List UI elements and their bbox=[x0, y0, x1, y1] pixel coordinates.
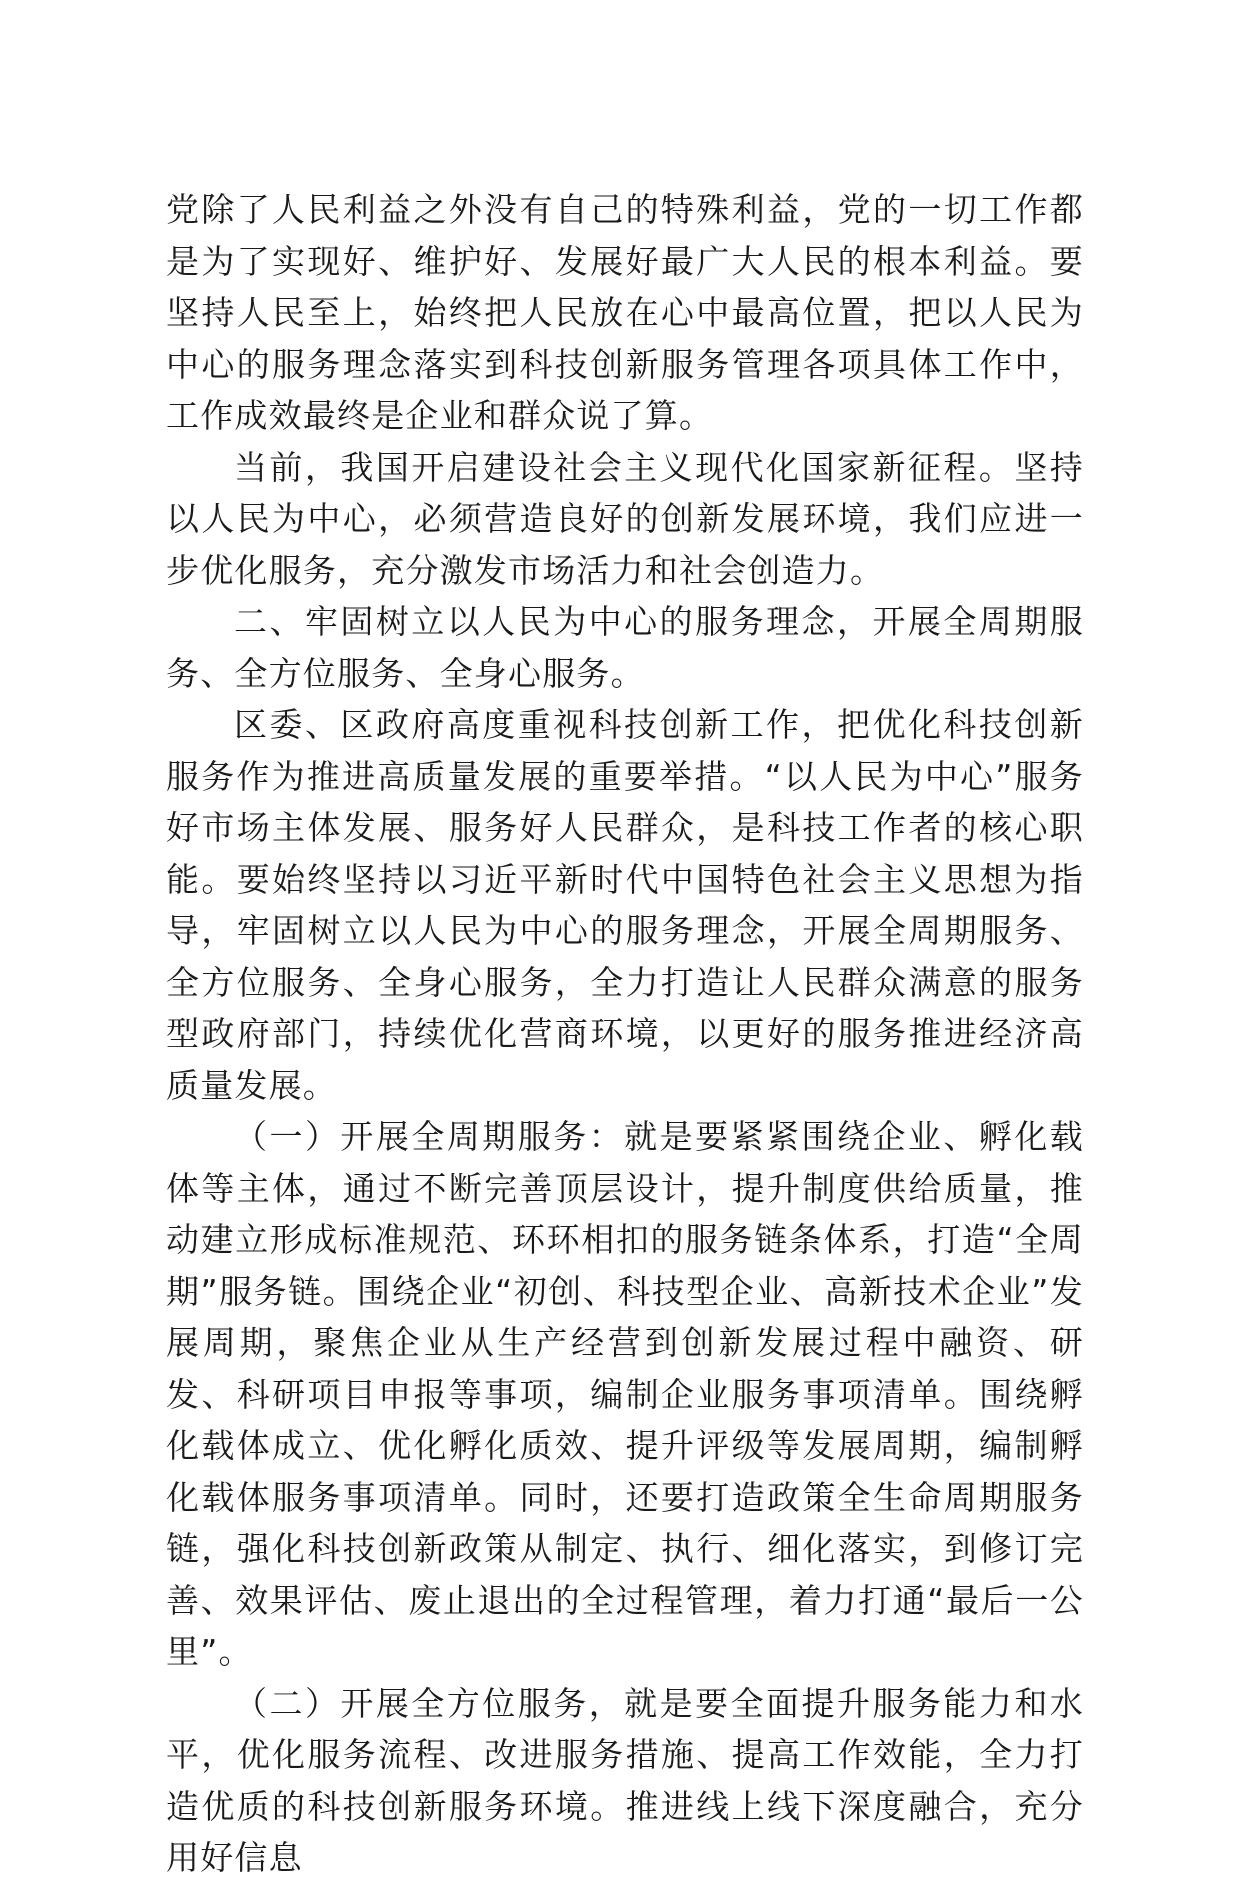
paragraph-full-cycle-service: （一）开展全周期服务：就是要紧紧围绕企业、孵化载体等主体，通过不断完善顶层设计，提升制度供给质量，推动建立形成标准规范、环环相扣的服务链条体系，打造“全周期”服务链。围绕企业“初创、科技型企业、高新技术企业”发展周期，聚焦企业从生产经营到创新发展过程中融资、研发、科研项目申报等事项，编制企业服务事项清单。围绕孵化载体成立、优化孵化质效、提升评级等发展周期，编制孵化载体服务事项清单。同时，还要打造政策全生命周期服务链，强化科技创新政策从制定、执行、细化落实，到修订完善、效果评估、废止退出的全过程管理，着力打通“最后一公里”。 bbox=[166, 1117, 1084, 1671]
document-body bbox=[166, 184, 1084, 1884]
paragraph-new-journey: 当前，我国开启建设社会主义现代化国家新征程。坚持以人民为中心，必须营造良好的创新发展环境，我们应进一步优化服务，充分激发市场活力和社会创造力。 bbox=[166, 447, 1084, 590]
paragraph-party-interests: 党除了人民利益之外没有自己的特殊利益，党的一切工作都是为了实现好、维护好、发展好最广大人民的根本利益。要坚持人民至上，始终把人民放在心中最高位置，把以人民为中心的服务理念落实到科技创新服务管理各项具体工作中，工作成效最终是企业和群众说了算。 bbox=[166, 190, 1084, 435]
paragraph-all-round-service: （二）开展全方位服务，就是要全面提升服务能力和水平，优化服务流程、改进服务措施、提高工作效能，全力打造优质的科技创新服务环境。推进线上线下深度融合，充分用好信息 bbox=[166, 1683, 1084, 1877]
paragraph-district-committee: 区委、区政府高度重视科技创新工作，把优化科技创新服务作为推进高质量发展的重要举措。“以人民为中心”服务好市场主体发展、服务好人民群众，是科技工作者的核心职能。要始终坚持以习近平新时代中国特色社会主义思想为指导，牢固树立以人民为中心的服务理念，开展全周期服务、全方位服务、全身心服务，全力打造让人民群众满意的服务型政府部门，持续优化营商环境，以更好的服务推进经济高质量发展。 bbox=[166, 705, 1084, 1105]
section-heading-two: 二、牢固树立以人民为中心的服务理念，开展全周期服务、全方位服务、全身心服务。 bbox=[166, 602, 1084, 693]
